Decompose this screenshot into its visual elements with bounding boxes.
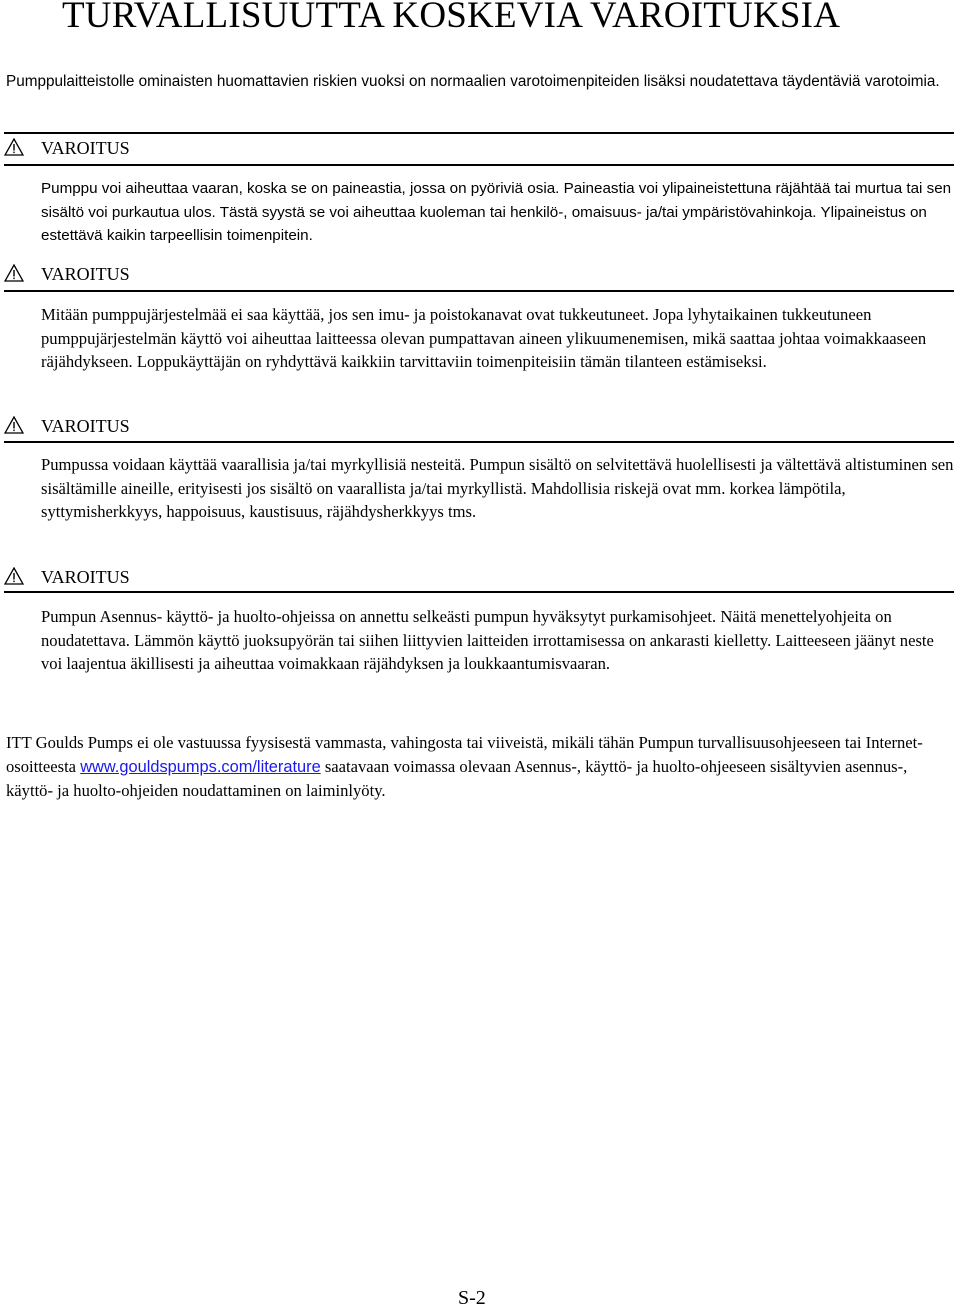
warning-label: VAROITUS [41, 567, 130, 587]
warning-divider [4, 290, 954, 292]
warning-block-4 [0, 560, 960, 720]
disclaimer-text-end: saatavaan voimassa olevaan Asennus-, käyttö- ja huolto-ohjeeseen sisältyvien asennus-, käyttö- ja huolto-ohjeiden noudattaminen on laiminlyöty. [6, 756, 908, 800]
disclaimer-paragraph [6, 731, 956, 803]
warning-triangle-icon [4, 416, 24, 434]
literature-link[interactable]: www.gouldspumps.com/literature [80, 757, 321, 776]
page-title: TURVALLISUUTTA KOSKEVIA VAROITUKSIA [62, 0, 841, 36]
warning-label: VAROITUS [41, 138, 130, 158]
intro-paragraph: Pumppulaitteistolle ominaisten huomattavien riskien vuoksi on normaalien varotoimenpiteiden lisäksi noudatettava täydentäviä varotoimia. [6, 73, 940, 90]
warning-label: VAROITUS [41, 416, 130, 436]
warning-triangle-icon [4, 264, 24, 282]
warning-label: VAROITUS [41, 264, 130, 284]
disclaimer-text-start: ITT Goulds Pumps ei ole vastuussa fyysisestä vammasta, vahingosta tai viiveistä, mikäli tähän Pumpun turvallisuusohjeeseen tai Internet-osoitteesta [6, 733, 923, 776]
warning-block-2 [0, 256, 960, 406]
warning-divider [4, 164, 954, 166]
warning-block-1 [0, 132, 960, 252]
warning-divider [4, 441, 954, 443]
page-number: S-2 [458, 1287, 486, 1309]
warning-text: Pumppu voi aiheuttaa vaaran, koska se on paineastia, jossa on pyöriviä osia. Paineastia voi ylipaineistettuna räjähtää tai murtua tai sen sisältö voi purkautua ulos. Tästä syystä se voi aiheuttaa kuoleman tai henkilö-, omaisuus- ja/tai ympäristövahinkoja. Ylipaineistus on estettävä kaikin tarpeellisin toimenpitein. [41, 180, 952, 244]
warning-text: Pumpussa voidaan käyttää vaarallisia ja/tai myrkyllisiä nesteitä. Pumpun sisältö on selvitettävä huolellisesti ja vältettävä altistuminen sen sisältämille aineille, erityisesti jos sisältö on vaarallista ja/tai myrkyllistä. Mahdollisia riskejä ovat mm. korkea lämpötila, syttymisherkkyys, happoisuus, kaustisuus, räjähdysherkkyys tms. [41, 455, 954, 521]
warning-triangle-icon [4, 567, 24, 585]
warning-text: Pumpun Asennus- käyttö- ja huolto-ohjeissa on annettu selkeästi pumpun hyväksytyt purkamisohjeet. Näitä menettelyohjeita on noudatettava. Lämmön käyttö juoksupyörän tai siihen liittyvien laitteiden irrottamisessa on ankarasti kielletty. Laitteeseen jäänyt neste voi laajentua äkillisesti ja aiheuttaa voimakkaan räjähdyksen ja loukkaantumisvaaran. [41, 607, 934, 673]
warning-divider [4, 132, 954, 134]
warning-divider [4, 591, 954, 593]
warning-block-3 [0, 410, 960, 560]
warning-text: Mitään pumppujärjestelmää ei saa käyttää, jos sen imu- ja poistokanavat ovat tukkeutuneet. Jopa lyhytaikainen tukkeutuneen pumppujärjestelmän käyttö voi aiheuttaa laitteessa olevan pumpattavan aineen ylikuumenemisen, mikä saattaa johtaa voimakkaaseen räjähdykseen. Loppukäyttäjän on ryhdyttävä kaikkiin tarvittaviin toimenpiteisiin tämän tilanteen estämiseksi. [41, 305, 927, 371]
warning-triangle-icon [4, 138, 24, 156]
